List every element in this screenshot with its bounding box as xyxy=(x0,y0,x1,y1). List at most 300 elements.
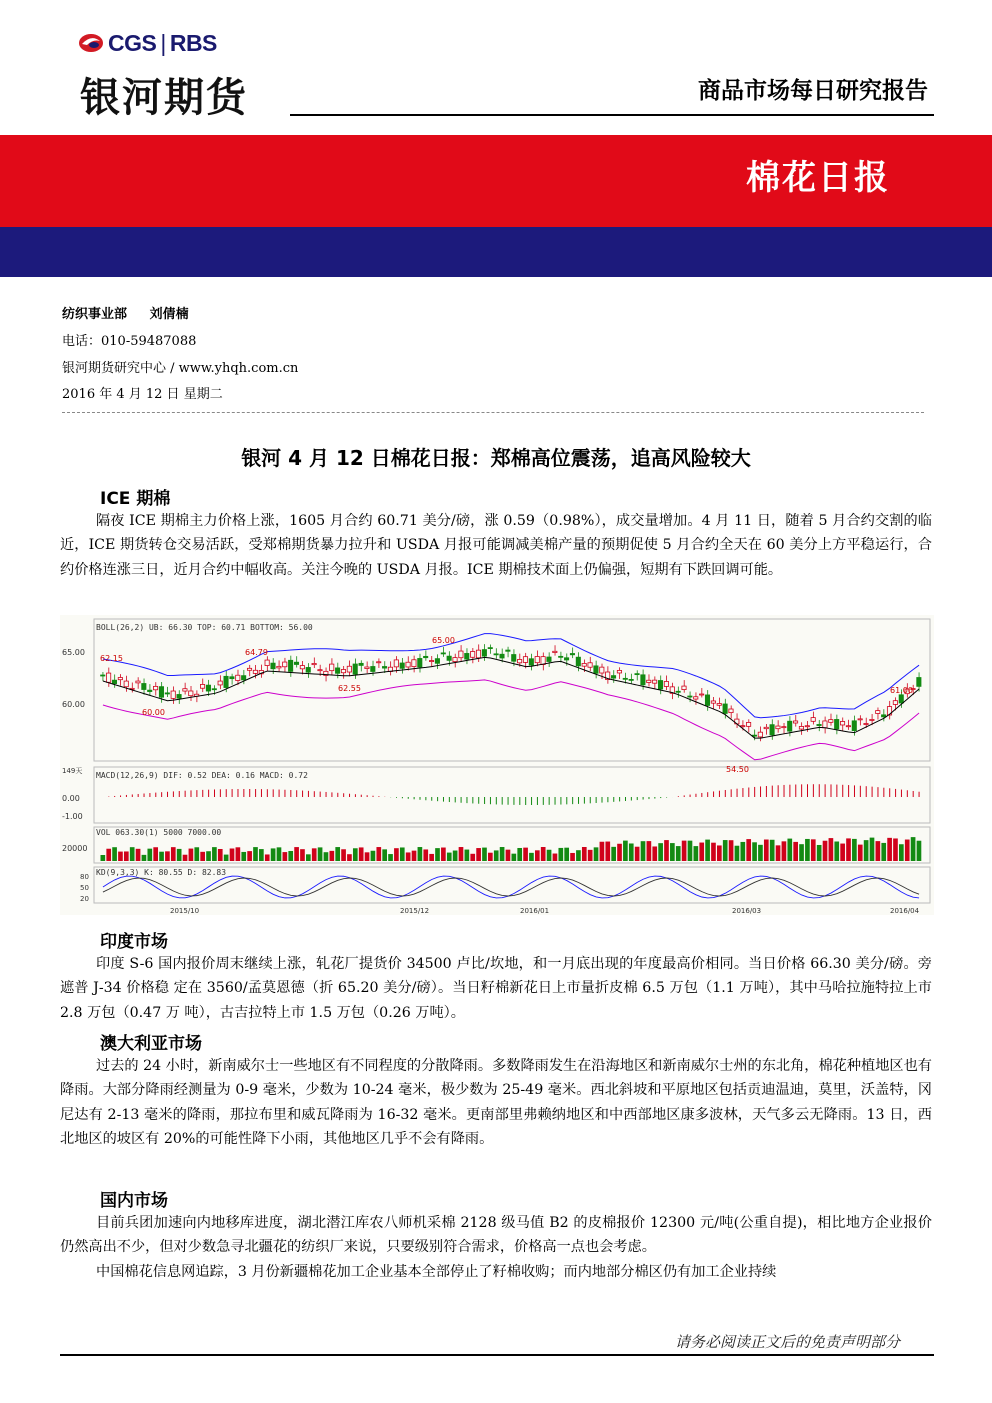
volume-bar xyxy=(265,854,270,861)
candle-body xyxy=(429,661,433,662)
paragraph-domestic-1: 目前兵团加速向内地移库进度，湖北潜江库农八师机采棉 2128 级马值 B2 的皮棉报价 12300 元/吨(公重自提)，相比地方企业报价仍然高出不少，但对少数急寻北疆花的纺织厂来说，只要级别符合需求，价格高一点也会考虑。 xyxy=(60,1215,932,1256)
candle-body xyxy=(559,656,563,657)
volume-bar xyxy=(553,854,558,861)
candle-body xyxy=(377,662,381,663)
candle-body xyxy=(482,650,486,657)
date-tick-label: 2016/03 xyxy=(732,907,762,915)
cgs-swirl-icon xyxy=(78,32,104,54)
volume-bar xyxy=(664,840,669,861)
volume-bar xyxy=(729,840,734,861)
volume-bar xyxy=(529,853,534,861)
volume-bar xyxy=(482,848,487,861)
candle-body xyxy=(529,659,533,665)
candle-body xyxy=(594,666,598,673)
candle-body xyxy=(817,724,821,725)
candle-body xyxy=(112,680,116,683)
header-divider xyxy=(290,114,934,116)
volume-bar xyxy=(283,852,288,861)
candle-body xyxy=(858,719,862,720)
volume-bar xyxy=(881,843,886,861)
date-tick-label: 2015/12 xyxy=(400,907,430,915)
candle-body xyxy=(752,735,756,736)
volume-bar xyxy=(406,852,411,861)
volume-bar xyxy=(582,847,587,861)
volume-bar xyxy=(746,839,751,861)
volume-bar xyxy=(735,846,740,861)
candle-body xyxy=(576,657,580,666)
volume-bar xyxy=(500,847,505,861)
volume-bar xyxy=(512,854,517,861)
author-phone: 电话：010-59487088 xyxy=(62,334,197,349)
volume-bar xyxy=(600,842,605,861)
volume-bar xyxy=(758,845,763,861)
candle-body xyxy=(406,662,410,667)
volume-bar xyxy=(682,841,687,861)
candle-body xyxy=(118,678,122,680)
candle-body xyxy=(764,727,768,728)
candle-body xyxy=(106,673,110,682)
candle-body xyxy=(623,678,627,679)
volume-bar xyxy=(212,847,217,861)
volume-bar xyxy=(118,852,123,861)
volume-tick-label: 20000 xyxy=(62,844,88,853)
volume-bar xyxy=(576,850,581,861)
volume-bar xyxy=(165,851,170,861)
candle-body xyxy=(183,689,187,691)
candle-body xyxy=(306,667,310,672)
volume-bar xyxy=(394,848,399,861)
volume-bar xyxy=(770,840,775,861)
volume-bar xyxy=(823,841,828,861)
volume-bar xyxy=(200,852,205,861)
candle-body xyxy=(882,715,886,717)
paragraph-ice: 隔夜 ICE 期棉主力价格上涨，1605 月合约 60.71 美分/磅，涨 0.59（0.98%），成交量增加。4 月 11 日，随着 5 月合约交割的临近，ICE 期货转仓交易活跃，受郑棉期货暴力拉升和 USDA 月报可能调减美棉产量的预期促使 5 月合约全天在 60 美分上方平稳运行，合约价格连涨三日，近月合约中幅收高。关注今晚的 USDA 月报。ICE 期棉技术面上仍偏强，短期有下跌回调可能。 xyxy=(60,513,932,578)
volume-bar xyxy=(517,848,522,861)
candle-body xyxy=(582,663,586,666)
volume-bar xyxy=(271,848,276,861)
volume-bar xyxy=(183,855,188,861)
volume-bar xyxy=(588,850,593,861)
volume-bar xyxy=(335,847,340,861)
volume-bar xyxy=(705,840,710,861)
candle-body xyxy=(330,664,334,671)
section-heading-australia: 澳大利亚市场 xyxy=(100,1034,202,1054)
volume-bar xyxy=(429,854,434,861)
volume-bar xyxy=(277,847,282,861)
volume-bar xyxy=(694,846,699,861)
author-website: 银河期货研究中心 / www.yhqh.com.cn xyxy=(62,361,299,376)
report-series-title: 商品市场每日研究报告 xyxy=(698,78,928,104)
logo-cgs-text: CGS xyxy=(108,30,157,56)
candle-body xyxy=(247,668,251,670)
candle-body xyxy=(288,660,292,671)
candle-body xyxy=(799,726,803,729)
volume-bar xyxy=(764,840,769,861)
candle-body xyxy=(171,691,175,698)
section-heading-india: 印度市场 xyxy=(100,932,168,952)
volume-bar xyxy=(876,841,881,861)
candle-body xyxy=(564,658,568,660)
candle-body xyxy=(512,655,516,662)
volume-bar xyxy=(359,847,364,861)
volume-bar xyxy=(153,847,158,861)
candle-body xyxy=(453,658,457,662)
volume-bar xyxy=(224,855,229,861)
candle-body xyxy=(770,725,774,735)
volume-bar xyxy=(523,848,528,861)
candle-body xyxy=(159,687,163,698)
candle-body xyxy=(382,667,386,669)
title-banner-stripe xyxy=(0,227,992,277)
volume-bar xyxy=(911,837,916,861)
volume-bar xyxy=(864,840,869,861)
volume-bar xyxy=(570,853,575,861)
candle-body xyxy=(148,690,152,691)
volume-bar xyxy=(112,847,117,861)
volume-bar xyxy=(711,843,716,861)
candle-body xyxy=(341,669,345,672)
candle-body xyxy=(547,657,551,661)
volume-bar xyxy=(353,848,358,861)
volume-bar xyxy=(206,851,211,861)
kdj-tick-label: 80 xyxy=(80,873,89,881)
volume-bar xyxy=(159,852,164,861)
paragraph-australia: 过去的 24 小时，新南威尔士一些地区有不同程度的分散降雨。多数降雨发生在沿海地区和新南威尔士州的东北角，棉花种植地区也有降雨。大部分降雨经测量为 0-9 毫米，少数为 10-24 毫米，极少数为 25-49 毫米。西北斜坡和平原地区包括贡迪温迪，莫里，沃盖特，冈尼达有 2-13 毫米的降雨，那拉布里和威瓦降雨为 16-32 毫米。更南部里弗赖纳地区和中西部地区康多波林，天气多云无降雨。13 日，西北地区的坡区有 20%的可能性降下小雨，其他地区几乎不会有降雨。 xyxy=(60,1058,932,1147)
volume-bar xyxy=(341,849,346,861)
candle-body xyxy=(647,680,651,682)
volume-bar xyxy=(752,842,757,861)
volume-bar xyxy=(365,852,370,861)
volume-bar xyxy=(782,841,787,861)
days-label: 149天 xyxy=(62,767,83,775)
volume-bar xyxy=(723,840,728,861)
volume-bar xyxy=(787,839,792,861)
date-tick-label: 2016/04 xyxy=(890,907,920,915)
volume-bar xyxy=(829,838,834,861)
volume-bar xyxy=(124,851,129,861)
candle-body xyxy=(553,651,557,652)
volume-bar xyxy=(688,841,693,861)
candle-body xyxy=(635,674,639,675)
candle-body xyxy=(218,681,222,685)
volume-bar xyxy=(564,848,569,861)
volume-bar xyxy=(236,847,241,861)
volume-bar xyxy=(535,850,540,861)
volume-bar xyxy=(423,849,428,861)
price-tick-label: 65.00 xyxy=(62,648,85,657)
volume-bar xyxy=(136,849,141,861)
candle-body xyxy=(523,657,527,663)
volume-bar xyxy=(494,850,499,861)
candle-body xyxy=(412,660,416,667)
candle-body xyxy=(729,709,733,713)
candle-body xyxy=(852,721,856,731)
volume-bar xyxy=(400,847,405,861)
volume-bar xyxy=(635,847,640,861)
kdj-tick-label: 50 xyxy=(80,884,89,892)
report-date: 2016 年 4 月 12 日 星期二 xyxy=(62,387,223,402)
candle-body xyxy=(265,660,269,665)
candle-body xyxy=(741,726,745,727)
volume-bar xyxy=(658,843,663,861)
candle-body xyxy=(694,697,698,699)
kdj-tick-label: 20 xyxy=(80,895,89,903)
price-tick-label: 60.00 xyxy=(62,700,85,709)
volume-bar xyxy=(106,849,111,861)
footer-divider xyxy=(60,1354,934,1356)
paragraph-india: 印度 S-6 国内报价周末继续上涨，轧花厂提货价 34500 卢比/坎地，和一月底出现的年度最高价相同。当日价格 66.30 美分/磅。旁遮普 J-34 价格稳 定在 3560/孟莫恩德（折 65.20 美分/磅）。当日籽棉新花日上市量折皮棉 6.5 万包（1.1 万吨），其中马哈拉施特拉上市 2.8 万包（0.47 万 吨），古吉拉特上市 1.5 万包（0.26 万吨）。 xyxy=(60,956,932,1021)
volume-bar xyxy=(846,838,851,861)
volume-bar xyxy=(623,841,628,861)
banner-title: 棉花日报 xyxy=(746,158,890,198)
price-annotation: 60.00 xyxy=(142,708,165,717)
volume-bar xyxy=(899,844,904,861)
candle-body xyxy=(371,666,375,671)
paragraph-domestic-2: 中国棉花信息网追踪，3 月份新疆棉花加工企业基本全部停止了籽棉收购；而内地部分棉区仍有加工企业持续 xyxy=(96,1264,777,1280)
volume-bar xyxy=(241,852,246,861)
candle-body xyxy=(641,675,645,685)
candle-body xyxy=(200,684,204,688)
candle-body xyxy=(471,652,475,658)
candle-body xyxy=(465,653,469,659)
volume-bar xyxy=(218,849,223,861)
ice-cotton-kline-chart xyxy=(60,615,934,915)
volume-bar xyxy=(799,844,804,861)
candle-body xyxy=(101,675,105,676)
candle-body xyxy=(353,664,357,674)
volume-bar xyxy=(306,854,311,861)
candle-body xyxy=(400,663,404,668)
candle-body xyxy=(823,721,827,728)
candle-body xyxy=(494,654,498,655)
candle-body xyxy=(811,718,815,722)
volume-bar xyxy=(488,853,493,861)
volume-bar xyxy=(312,848,317,861)
candle-body xyxy=(705,695,709,706)
candle-body xyxy=(664,681,668,686)
volume-bar xyxy=(558,848,563,861)
price-annotation: 61.00 xyxy=(890,686,913,695)
volume-bar xyxy=(541,847,546,861)
volume-bar xyxy=(300,849,305,861)
volume-bar xyxy=(470,854,475,861)
candle-body xyxy=(723,704,727,713)
volume-bar xyxy=(189,849,194,861)
candle-body xyxy=(283,662,287,667)
volume-bar xyxy=(652,846,657,861)
candle-body xyxy=(876,711,880,714)
volume-bar xyxy=(893,838,898,861)
macd-tick-label: -1.00 xyxy=(62,812,83,821)
candle-body xyxy=(136,681,140,683)
volume-bar xyxy=(253,847,258,861)
volume-panel-header: VOL 063.30(1) 5000 7000.00 xyxy=(96,828,222,837)
volume-bar xyxy=(776,845,781,861)
candle-body xyxy=(711,701,715,703)
volume-bar xyxy=(676,846,681,861)
volume-bar xyxy=(441,848,446,861)
candle-body xyxy=(917,678,921,687)
candle-body xyxy=(676,691,680,692)
candle-body xyxy=(682,686,686,690)
candle-body xyxy=(758,732,762,737)
volume-bar xyxy=(465,850,470,861)
candle-body xyxy=(617,670,621,673)
volume-bar xyxy=(611,847,616,861)
volume-bar xyxy=(629,843,634,861)
volume-bar xyxy=(793,842,798,861)
volume-bar xyxy=(647,841,652,861)
candle-body xyxy=(899,695,903,703)
candle-body xyxy=(459,651,463,658)
candle-body xyxy=(300,666,304,669)
candle-body xyxy=(476,650,480,658)
candle-body xyxy=(242,676,246,680)
candle-body xyxy=(506,650,510,651)
candle-body xyxy=(517,659,521,662)
author-department: 纺织事业部 刘倩楠 xyxy=(62,307,189,322)
volume-bar xyxy=(811,839,816,861)
candle-body xyxy=(359,663,363,665)
candle-body xyxy=(335,668,339,673)
volume-bar xyxy=(418,847,423,861)
volume-bar xyxy=(318,847,323,861)
volume-bar xyxy=(329,851,334,861)
candle-body xyxy=(177,694,181,698)
volume-bar xyxy=(388,854,393,861)
logo-separator: | xyxy=(160,30,166,56)
candle-body xyxy=(271,663,275,669)
price-annotation: 64.79 xyxy=(245,648,268,657)
volume-bar xyxy=(699,843,704,861)
candle-body xyxy=(658,681,662,690)
volume-bar xyxy=(858,845,863,861)
article-title: 银河 4 月 12 日棉花日报：郑棉高位震荡，追高风险较大 xyxy=(241,446,751,470)
company-logo xyxy=(78,28,278,121)
candle-body xyxy=(840,721,844,724)
candle-body xyxy=(870,719,874,720)
candle-body xyxy=(253,670,257,673)
candle-body xyxy=(776,726,780,729)
candle-body xyxy=(124,681,128,687)
volume-bar xyxy=(617,844,622,861)
candle-body xyxy=(488,648,492,649)
volume-bar xyxy=(324,852,329,861)
volume-bar xyxy=(717,845,722,861)
section-heading-domestic: 国内市场 xyxy=(100,1191,168,1211)
volume-bar xyxy=(594,847,599,861)
logo-chinese-name: 银河期货 xyxy=(80,75,248,121)
candle-body xyxy=(318,670,322,671)
candle-body xyxy=(805,726,809,727)
kdj-panel-header: KD(9,3,3) K: 80.55 D: 82.83 xyxy=(96,868,227,877)
candle-body xyxy=(447,656,451,660)
candle-body xyxy=(717,704,721,706)
candle-body xyxy=(600,667,604,673)
candle-body xyxy=(788,721,792,731)
volume-bar xyxy=(476,848,481,861)
candle-body xyxy=(294,662,298,664)
candle-body xyxy=(535,657,539,663)
candle-body xyxy=(782,727,786,728)
volume-bar xyxy=(435,848,440,861)
candle-body xyxy=(153,686,157,689)
volume-bar xyxy=(347,854,352,861)
candle-body xyxy=(165,693,169,694)
volume-bar xyxy=(905,840,910,861)
dashed-divider xyxy=(62,412,924,413)
macd-panel-header: MACD(12,26,9) DIF: 0.52 DEA: 0.16 MACD: 0.72 xyxy=(96,771,308,780)
candle-body xyxy=(570,654,574,655)
volume-bar xyxy=(917,841,922,861)
price-annotation: 65.00 xyxy=(432,636,455,645)
volume-bar xyxy=(382,849,387,861)
volume-bar xyxy=(194,847,199,861)
candle-body xyxy=(846,726,850,727)
candle-body xyxy=(224,676,228,687)
volume-bar xyxy=(670,843,675,861)
candle-body xyxy=(365,667,369,669)
volume-bar xyxy=(376,847,381,861)
candle-body xyxy=(699,694,703,695)
candle-body xyxy=(236,675,240,680)
volume-bar xyxy=(852,839,857,861)
logo-rbs-text: RBS xyxy=(169,30,217,56)
logo-wordmark xyxy=(108,30,217,57)
volume-bar xyxy=(740,842,745,861)
section-heading-ice: ICE 期棉 xyxy=(100,489,171,509)
volume-bar xyxy=(171,847,176,861)
candle-body xyxy=(424,656,428,657)
price-annotation: 54.50 xyxy=(726,765,749,774)
candle-body xyxy=(829,720,833,723)
volume-bar xyxy=(147,849,152,861)
volume-bar xyxy=(142,855,147,861)
candle-body xyxy=(441,653,445,654)
volume-bar xyxy=(870,838,875,861)
volume-bar xyxy=(641,841,646,861)
candle-body xyxy=(893,701,897,705)
volume-bar xyxy=(294,847,299,861)
candle-body xyxy=(835,719,839,728)
volume-bar xyxy=(101,855,106,861)
candle-body xyxy=(688,696,692,697)
candle-body xyxy=(394,660,398,667)
volume-bar xyxy=(412,851,417,861)
macd-tick-label: 0.00 xyxy=(62,794,80,803)
price-panel-header: BOLL(26,2) UB: 66.30 TOP: 60.71 BOTTOM: 56.00 xyxy=(96,623,313,632)
volume-bar xyxy=(459,847,464,861)
candle-body xyxy=(312,663,316,664)
volume-bar xyxy=(887,838,892,861)
volume-bar xyxy=(130,847,135,861)
candle-body xyxy=(793,721,797,723)
candle-body xyxy=(277,666,281,668)
disclaimer-notice: 请务必阅读正文后的免责声明部分 xyxy=(674,1333,900,1351)
volume-bar xyxy=(371,851,376,861)
volume-bar xyxy=(605,842,610,861)
candle-body xyxy=(500,654,504,658)
candle-body xyxy=(746,722,750,726)
date-tick-label: 2016/01 xyxy=(520,907,550,915)
candle-body xyxy=(142,684,146,690)
candle-body xyxy=(189,691,193,696)
volume-bar xyxy=(840,844,845,861)
volume-bar xyxy=(506,850,511,861)
candle-body xyxy=(588,663,592,667)
volume-bar xyxy=(817,845,822,861)
volume-bar xyxy=(259,849,264,861)
